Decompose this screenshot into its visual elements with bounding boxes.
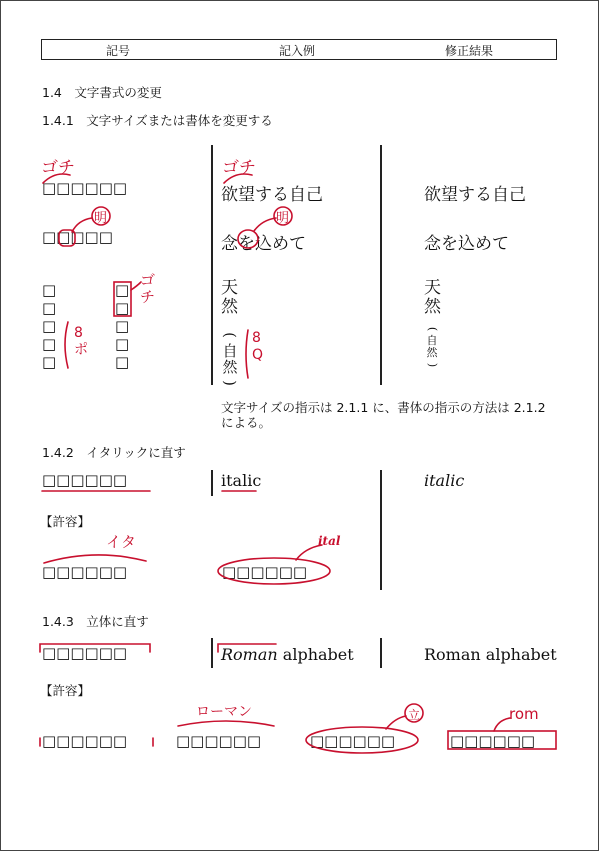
leader-line — [72, 218, 92, 232]
ita-brace — [44, 555, 146, 563]
goth-mark: ゴチ — [41, 158, 75, 178]
example-text: 念を込めて — [221, 234, 306, 254]
placeholder-boxes: □□□□□□ — [310, 732, 396, 750]
placeholder-boxes: □□□□□□ — [450, 732, 536, 750]
roman-bracket — [218, 644, 276, 652]
ital-ellipse — [218, 558, 330, 584]
ital-mark: ital — [318, 534, 341, 548]
goth-mark: ゴチ — [222, 158, 256, 178]
8q-mark: 8 Q — [252, 330, 264, 363]
note-text: 文字サイズの指示は 2.1.1 に、書体の指示の方法は 2.1.2 による。 — [221, 400, 546, 430]
header-symbol: 記号 — [106, 44, 131, 58]
tachi-mark: 立 — [408, 708, 421, 722]
allowance-label: 【許容】 — [40, 514, 91, 529]
subsection-1-4-2-title: 1.4.2 イタリックに直す — [42, 445, 186, 460]
tachi-circle — [405, 704, 423, 722]
placeholder-boxes: □□□□□□ — [42, 563, 128, 581]
vertical-boxes: □ □ □ □ □ — [42, 281, 57, 371]
goth-underbrace — [224, 174, 252, 183]
placeholder-boxes: □□□□□□ — [222, 563, 308, 581]
circle-char — [238, 230, 258, 248]
ita-mark: イタ — [106, 533, 137, 551]
mincho-mark: 明 — [276, 211, 290, 226]
subsection-1-4-1-title: 1.4.1 文字サイズまたは書体を変更する — [42, 113, 273, 128]
example-italic: italic — [221, 471, 262, 490]
vertical-boxes: □ □ □ □ □ — [115, 281, 130, 371]
8po-mark: 8 ポ — [74, 325, 88, 358]
leader-line — [494, 718, 510, 731]
roman-bracket — [40, 644, 150, 652]
allowance-label: 【許容】 — [40, 683, 91, 698]
vertical-example-small: ( 自 然 ) — [221, 332, 239, 386]
leader-line — [296, 545, 322, 560]
rom-mark: rom — [509, 705, 539, 723]
placeholder-boxes: □□□□□□ — [42, 732, 128, 750]
subsection-1-4-3-title: 1.4.3 立体に直す — [42, 614, 149, 629]
bracket-8q — [246, 330, 248, 378]
mincho-circle — [274, 207, 292, 225]
goth-box — [114, 282, 131, 316]
bracket-8po — [65, 322, 68, 368]
header-example: 記入例 — [279, 44, 316, 58]
mincho-circle — [92, 207, 110, 225]
vertical-result: 天 然 — [424, 278, 441, 317]
roman-brace — [178, 721, 274, 726]
leader-line — [131, 282, 141, 290]
result-text: 念を込めて — [424, 234, 509, 254]
rom-box — [448, 731, 556, 749]
goth-vertical-mark: ゴ チ — [140, 271, 156, 306]
placeholder-boxes: □□□□□□ — [42, 471, 128, 489]
result-roman: Roman alphabet — [424, 645, 557, 664]
placeholder-boxes: □□□□□ — [42, 228, 113, 246]
vertical-result-small: ( 自 然 ) — [426, 326, 439, 368]
header-result: 修正結果 — [445, 44, 494, 58]
placeholder-boxes: □□□□□□ — [42, 644, 128, 662]
placeholder-boxes: □□□□□□ — [176, 732, 262, 750]
placeholder-boxes: □□□□□□ — [42, 179, 128, 197]
example-roman: Roman alphabet — [221, 645, 354, 664]
vertical-example: 天 然 — [221, 278, 238, 317]
result-italic: italic — [424, 471, 465, 490]
section-title: 1.4 文字書式の変更 — [42, 85, 162, 100]
roman-mark: ローマン — [196, 704, 252, 720]
goth-underbrace — [43, 174, 70, 183]
result-text: 欲望する自己 — [424, 185, 526, 205]
leader-line — [254, 218, 276, 231]
mincho-mark: 明 — [94, 211, 108, 226]
leader-line — [386, 716, 406, 729]
tachi-ellipse — [306, 727, 418, 753]
example-text: 欲望する自己 — [221, 185, 323, 205]
